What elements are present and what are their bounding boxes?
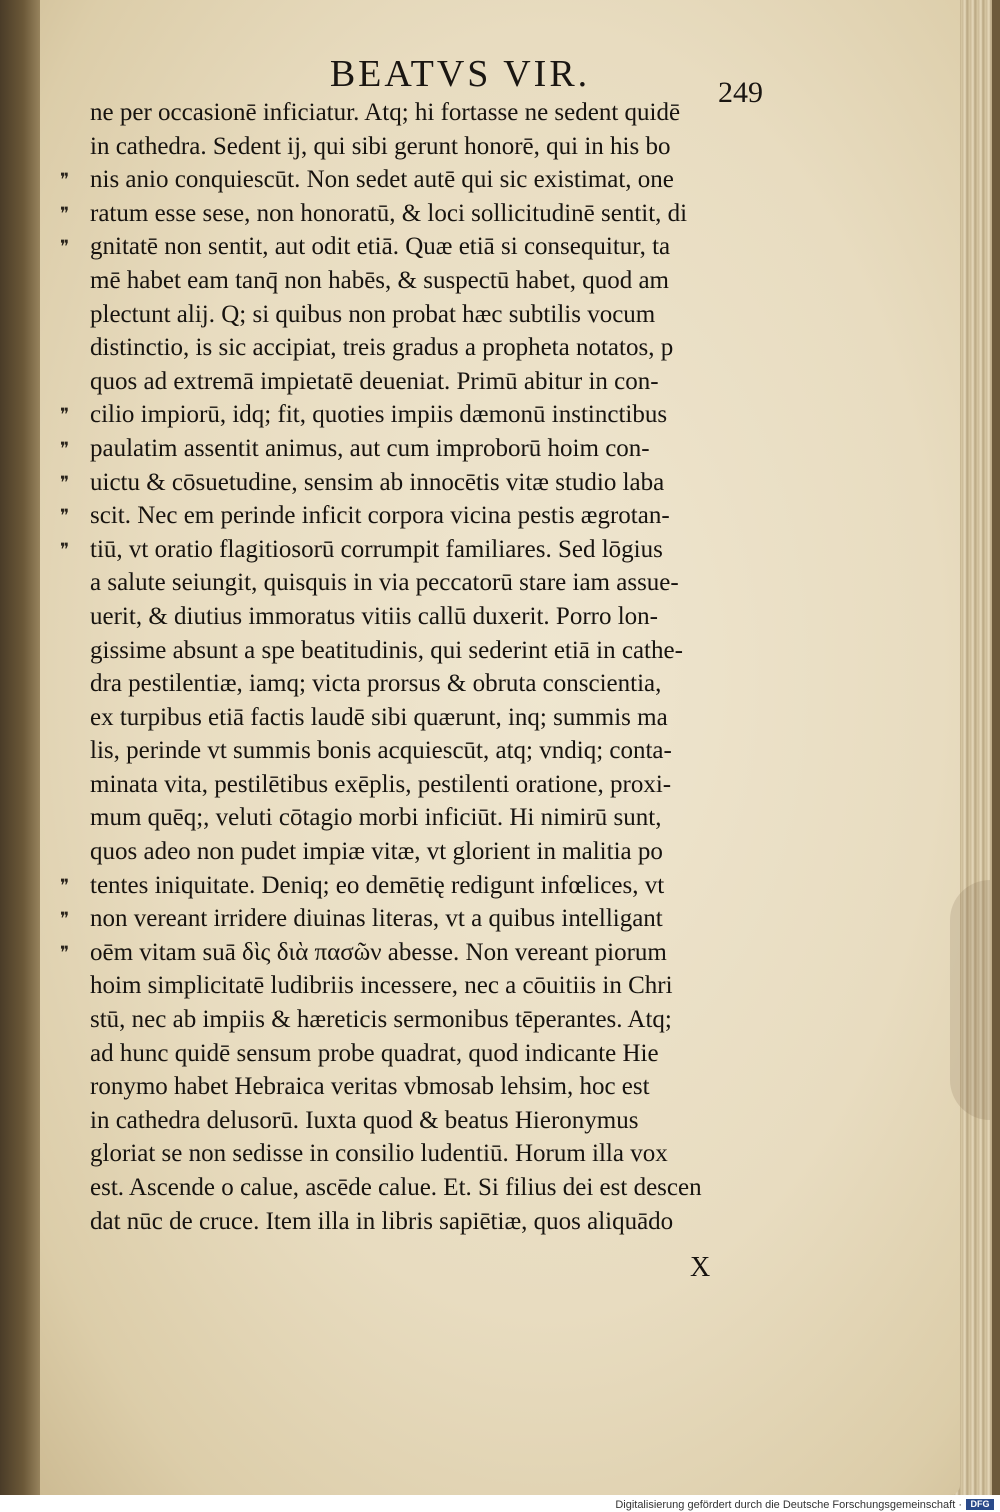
line-text: plectunt alij. Q; si quibus non probat hæc subtilis vocum <box>90 300 656 328</box>
line-text: ex turpibus etiā factis laudē sibi quærunt, inq; summis ma <box>90 703 668 731</box>
quotation-marker: ❞ <box>60 405 70 425</box>
text-line <box>90 1171 830 1205</box>
line-text: uerit, & diutius immoratus vitiis callū duxerit. Porro lon- <box>90 602 658 630</box>
line-text: distinctio, is sic accipiat, treis gradus a propheta notatos, p <box>90 334 674 362</box>
line-text: minata vita, pestilētibus exēplis, pestilenti oratione, proxi- <box>90 770 672 798</box>
line-text: scit. Nec em perinde inficit corpora vicina pestis ægrotan- <box>90 502 670 530</box>
quotation-marker: ❞ <box>60 237 70 257</box>
signature-mark: X <box>690 1252 711 1283</box>
text-line <box>90 667 830 701</box>
line-text: gissime absunt a spe beatitudinis, qui sederint etiā in cathe- <box>90 636 683 664</box>
quotation-marker: ❞ <box>60 942 70 962</box>
text-line <box>90 768 830 802</box>
text-line <box>90 1137 830 1171</box>
line-text: ratum esse sese, non honoratū, & loci sollicitudinē sentit, di <box>90 199 688 227</box>
line-text: hoim simplicitatē ludibriis incessere, nec a cōuitiis in Chri <box>90 972 673 1000</box>
line-text: oēm vitam suā δὶς διὰ πασῶν abesse. Non vereant piorum <box>90 938 667 966</box>
line-text: gloriat se non sedisse in consilio ludentiū. Horum illa vox <box>90 1140 668 1168</box>
text-line <box>90 96 830 130</box>
text-line <box>90 835 830 869</box>
text-line <box>60 936 830 970</box>
line-text: gnitatē non sentit, aut odit etiā. Quæ etiā si consequitur, ta <box>90 233 671 261</box>
text-line <box>60 197 830 231</box>
line-text: non vereant irridere diuinas literas, vt a quibus intelligant <box>90 905 663 933</box>
line-text: cilio impiorū, idq; fit, quoties impiis dæmonū instinctibus <box>90 401 668 429</box>
text-line <box>60 163 830 197</box>
line-text: stū, nec ab impiis & hæreticis sermonibus tēperantes. Atq; <box>90 1006 672 1034</box>
text-line <box>60 432 830 466</box>
line-text: uictu & cōsuetudine, sensim ab innocētis vitæ studio laba <box>90 468 665 496</box>
text-line <box>90 1003 830 1037</box>
text-line <box>90 734 830 768</box>
text-line <box>90 331 830 365</box>
line-text: tiū, vt oratio flagitiosorū corrumpit familiares. Sed lōgius <box>90 535 663 563</box>
text-line <box>60 499 830 533</box>
text-line <box>90 365 830 399</box>
page-edge-shadow <box>992 0 1000 1495</box>
line-text: a salute seiungit, quisquis in via peccatorū stare iam assue- <box>90 569 679 597</box>
body-text <box>60 96 830 1238</box>
text-line <box>90 298 830 332</box>
line-text: ne per occasionē inficiatur. Atq; hi fortasse ne sedent quidē <box>90 99 681 126</box>
line-text: est. Ascende o calue, ascēde calue. Et. Si filius dei est descen <box>90 1174 702 1201</box>
line-text: quos adeo non pudet impiæ vitæ, vt glorient in malitia po <box>90 838 663 866</box>
quotation-marker: ❞ <box>60 203 70 223</box>
page-number: 249 <box>718 76 763 109</box>
text-line <box>60 230 830 264</box>
line-text: mum quēq;, veluti cōtagio morbi inficiūt. Hi nimirū sunt, <box>90 804 662 832</box>
dfg-logo: DFG <box>966 1499 994 1510</box>
line-text: in cathedra delusorū. Iuxta quod & beatus Hieronymus <box>90 1106 639 1134</box>
paper-clip-shadow <box>950 880 990 1120</box>
text-line <box>90 969 830 1003</box>
text-line <box>90 634 830 668</box>
line-text: paulatim assentit animus, aut cum improborū hoim con- <box>90 434 650 462</box>
text-line <box>90 130 830 164</box>
text-line <box>90 600 830 634</box>
text-line <box>60 398 830 432</box>
line-text: tentes iniquitate. Deniq; eo demētię redigunt infœlices, vt <box>90 871 665 899</box>
quotation-marker: ❞ <box>60 539 70 559</box>
text-line <box>90 264 830 298</box>
quotation-marker: ❞ <box>60 438 70 458</box>
line-text: ronymo habet Hebraica veritas vbmosab lehsim, hoc est <box>90 1073 650 1101</box>
line-text: dat nūc de cruce. Item illa in libris sapiētiæ, quos aliquādo <box>90 1207 674 1235</box>
quotation-marker: ❞ <box>60 909 70 929</box>
text-line <box>90 801 830 835</box>
quotation-marker: ❞ <box>60 506 70 526</box>
line-text: dra pestilentiæ, iamq; victa prorsus & obruta conscientia, <box>90 670 662 698</box>
text-line <box>60 869 830 903</box>
running-title: BEATVS VIR. <box>329 53 591 95</box>
text-line <box>90 566 830 600</box>
text-line <box>90 1205 830 1239</box>
text-line <box>60 902 830 936</box>
quotation-marker: ❞ <box>60 170 70 190</box>
line-text: nis anio conquiescūt. Non sedet autē qui sic existimat, one <box>90 166 674 194</box>
text-line <box>60 466 830 500</box>
quotation-marker: ❞ <box>60 472 70 492</box>
text-line <box>60 533 830 567</box>
line-text: quos ad extremā impietatē deueniat. Primū abitur in con- <box>90 367 659 395</box>
footer-credit: Digitalisierung gefördert durch die Deutsche Forschungsgemeinschaft · <box>615 1499 962 1511</box>
quotation-marker: ❞ <box>60 875 70 895</box>
line-text: in cathedra. Sedent ij, qui sibi gerunt honorē, qui in his bo <box>90 132 671 160</box>
line-text: ad hunc quidē sensum probe quadrat, quod indicante Hie <box>90 1039 659 1067</box>
text-line <box>90 701 830 735</box>
text-line <box>90 1070 830 1104</box>
line-text: lis, perinde vt summis bonis acquiescūt, atq; vndiq; conta- <box>90 737 672 765</box>
text-line <box>90 1104 830 1138</box>
text-line <box>90 1037 830 1071</box>
line-text: mē habet eam tanq̄ non habēs, & suspectū habet, quod am <box>90 266 670 294</box>
